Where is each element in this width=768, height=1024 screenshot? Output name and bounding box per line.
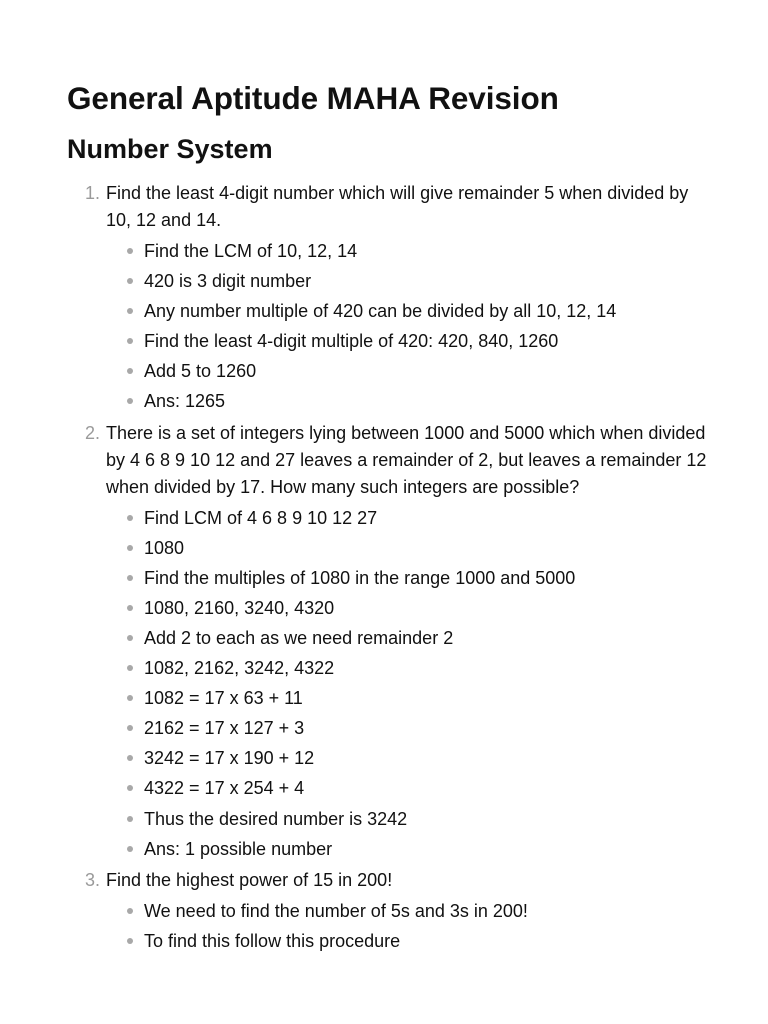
step-item xyxy=(144,773,708,803)
section-title: Number System xyxy=(67,134,273,164)
step-item xyxy=(144,653,708,683)
question-item-3 xyxy=(67,867,708,956)
step-list xyxy=(106,236,708,417)
step-text: To find this follow this procedure xyxy=(144,930,401,951)
step-item xyxy=(144,896,708,926)
step-text: Add 5 to 1260 xyxy=(144,361,257,382)
step-text: 1080 xyxy=(144,537,185,558)
step-list xyxy=(106,896,708,956)
bullet-icon xyxy=(127,755,133,761)
bullet-icon xyxy=(127,908,133,914)
step-item xyxy=(144,834,708,864)
step-item xyxy=(144,593,708,623)
step-text: Any number multiple of 420 can be divided by all 10, 12, 14 xyxy=(144,301,617,322)
bullet-icon xyxy=(127,398,133,404)
bullet-icon xyxy=(127,938,133,944)
bullet-icon xyxy=(127,308,133,314)
bullet-icon xyxy=(127,785,133,791)
step-item xyxy=(144,743,708,773)
step-item xyxy=(144,356,708,386)
question-item-1 xyxy=(67,180,708,417)
step-list xyxy=(106,503,708,864)
step-text: Find the multiples of 1080 in the range 1000 and 5000 xyxy=(144,567,576,588)
question-list xyxy=(67,180,708,956)
step-item xyxy=(144,563,708,593)
step-text: 3242 = 17 x 190 + 12 xyxy=(144,748,315,769)
question-item-2 xyxy=(67,420,708,864)
step-item xyxy=(144,386,708,416)
step-item xyxy=(144,533,708,563)
step-text: 1082, 2162, 3242, 4322 xyxy=(144,658,335,679)
step-text: 2162 = 17 x 127 + 3 xyxy=(144,718,305,739)
step-item xyxy=(144,296,708,326)
step-text: Find LCM of 4 6 8 9 10 12 27 xyxy=(144,507,378,528)
step-item xyxy=(144,804,708,834)
step-text: Find the least 4-digit multiple of 420: 420, 840, 1260 xyxy=(144,331,559,352)
bullet-icon xyxy=(127,545,133,551)
question-number: 1. xyxy=(84,183,100,203)
step-item xyxy=(144,623,708,653)
bullet-icon xyxy=(127,635,133,641)
bullet-icon xyxy=(127,338,133,344)
bullet-icon xyxy=(127,575,133,581)
page-title: General Aptitude MAHA Revision xyxy=(67,80,559,116)
step-text: We need to find the number of 5s and 3s in 200! xyxy=(144,900,528,921)
question-number: 3. xyxy=(84,869,100,890)
step-text: Ans: 1 possible number xyxy=(144,838,333,859)
bullet-icon xyxy=(127,278,133,284)
bullet-icon xyxy=(127,515,133,521)
step-item xyxy=(144,683,708,713)
question-text: Find the least 4-digit number which will give remainder 5 when divided by 10, 12 and 14. xyxy=(106,183,689,230)
bullet-icon xyxy=(127,665,133,671)
step-text: 4322 = 17 x 254 + 4 xyxy=(144,778,305,799)
bullet-icon xyxy=(127,368,133,374)
step-item xyxy=(144,266,708,296)
question-text: Find the highest power of 15 in 200! xyxy=(106,869,393,890)
step-text: Ans: 1265 xyxy=(144,391,226,412)
step-text: 1082 = 17 x 63 + 11 xyxy=(144,688,303,709)
step-item xyxy=(144,926,708,956)
bullet-icon xyxy=(127,695,133,701)
step-item xyxy=(144,713,708,743)
step-text: 1080, 2160, 3240, 4320 xyxy=(144,597,335,618)
bullet-icon xyxy=(127,605,133,611)
bullet-icon xyxy=(127,846,133,852)
question-text: There is a set of integers lying between 1000 and 5000 which when divided by 4 6 8 9 10 12 and 27 leaves a remainder of 2, but leaves a remainder 12 when divided by 17. How many such integers are possible? xyxy=(106,422,707,497)
bullet-icon xyxy=(127,725,133,731)
step-item xyxy=(144,326,708,356)
step-text: Thus the desired number is 3242 xyxy=(144,808,408,829)
step-item xyxy=(144,503,708,533)
question-number: 2. xyxy=(84,422,100,443)
bullet-icon xyxy=(127,248,133,254)
step-text: Add 2 to each as we need remainder 2 xyxy=(144,627,454,648)
step-item xyxy=(144,236,708,266)
step-text: 420 is 3 digit number xyxy=(144,271,312,292)
bullet-icon xyxy=(127,816,133,822)
step-text: Find the LCM of 10, 12, 14 xyxy=(144,241,358,261)
